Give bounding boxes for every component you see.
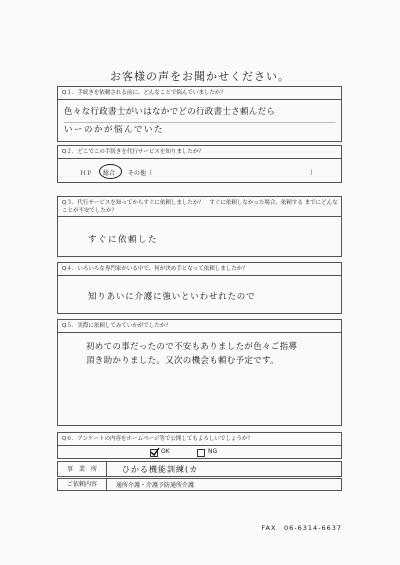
q2-option-close: ） (310, 170, 317, 177)
page-title: お客様の声をお聞かせください。 (110, 70, 290, 83)
q6-section (57, 432, 342, 459)
q6-ok-checkbox[interactable] (150, 449, 158, 457)
q4-section (57, 262, 342, 314)
q6-question: Q６．アンケートの内容をホームページ等で公開してもよろしいでしょうか？ (58, 433, 341, 446)
q1-question: Q１．手続きを依頼される前に、どんなことで悩んでいましたか？ (58, 87, 341, 100)
check-icon (150, 447, 160, 457)
q6-ng-checkbox[interactable] (197, 449, 205, 457)
q6-ng-label: NG (208, 448, 218, 455)
q1-answer-line1: 色々な行政書士がいはなかでどの行政書士さ頼んだら (64, 107, 276, 117)
q5-answer-line1: 初めての事だったので不安もありましたが色々ご指導 (86, 342, 298, 352)
q4-answer-line1: 知りあいに介護に強いといわせれたので (88, 292, 256, 302)
service-row (57, 478, 342, 491)
q4-question: Q４．いろいろな専門家がいる中で、何が決め手となって依頼しましたか？ (58, 263, 341, 276)
q2-question: Q２．どこでこの手続きを代行サービスを知りましたか？ (58, 146, 341, 159)
q5-answer-line2: 頂き助かりました。又次の機会も頼む予定です。 (86, 356, 279, 366)
q2-selection-circle (99, 164, 122, 179)
q3-question: Q３．代行サービスを知ってからすぐに依頼しましたか？ すぐに依頼しなかった場合、依頼する までにどんなことが不安でしたか？ (58, 197, 341, 217)
q3-section (57, 196, 342, 257)
service-label: ご依頼内容 (58, 479, 107, 490)
q2-option-hp: ＨＰ (80, 170, 93, 177)
q2-option-other: その他（ (128, 170, 153, 177)
q5-question: Q５．実際に依頼してみていかがでしたか？ (58, 320, 341, 333)
q3-answer-line1: すぐに依頼した (88, 235, 159, 245)
q2-option-selected: 総合 (103, 170, 116, 177)
q1-section (57, 86, 342, 142)
office-row (57, 461, 342, 477)
q1-answer-line2: いーのかが悩んでいた (64, 125, 165, 135)
office-value: ひかる機能訓練(カ (122, 465, 199, 474)
service-value: 通所介護・介護予防通所介護 (116, 482, 195, 489)
fax-number: FAX 06-6314-6637 (261, 524, 342, 532)
q2-section (57, 145, 342, 183)
office-label: 事 業 所 (58, 462, 107, 476)
q6-ok-label: OK (161, 448, 170, 455)
q5-section (57, 319, 342, 426)
